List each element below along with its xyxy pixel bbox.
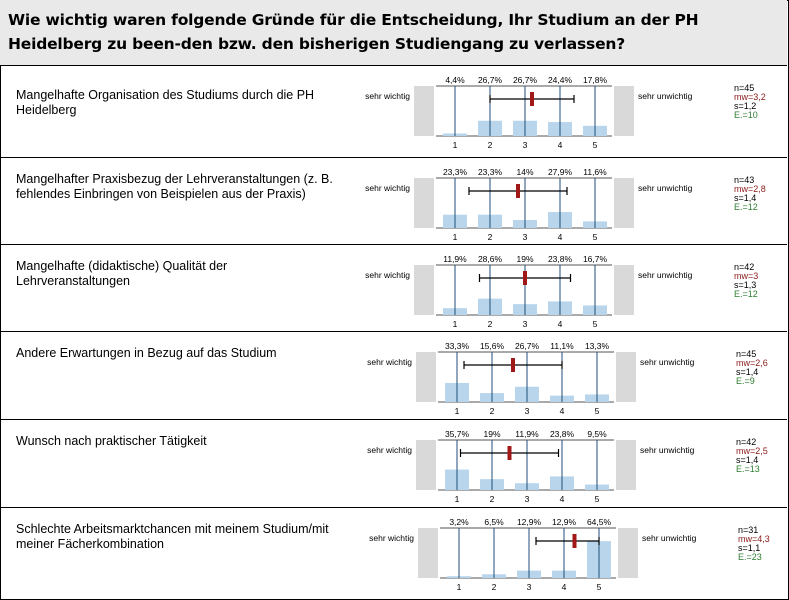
data-label: 64,5%: [586, 517, 612, 527]
data-label: 19%: [516, 254, 534, 264]
stats-block: [734, 176, 766, 212]
tick-label: 3: [524, 494, 530, 504]
question-label: Mangelhafte (didaktische) Qualität der Lehrveranstaltungen: [16, 259, 228, 288]
question-label: Schlechte Arbeitsmarktchancen mit meinem Studium/mit meiner Fächerkombination: [16, 522, 329, 551]
data-label: 23,3%: [442, 167, 468, 177]
question-row: [0, 158, 787, 245]
rating-chart: [0, 508, 787, 600]
scale-left-label: sehr wichtig: [365, 91, 410, 101]
stat-mw: mw=4,3: [738, 534, 770, 544]
data-label: 19%: [483, 429, 501, 439]
question-label: Mangelhafte Organisation des Studiums durch die PH Heidelberg: [16, 88, 315, 117]
stat-mw: mw=3: [734, 271, 759, 281]
scale-left-box: [418, 528, 438, 578]
stat-n: n=43: [734, 175, 755, 185]
tick-label: 1: [452, 319, 458, 329]
question-row: [0, 66, 787, 158]
tick-label: 5: [596, 582, 602, 592]
rating-chart: [0, 420, 787, 508]
scale-left-box: [414, 178, 434, 228]
data-label: 16,7%: [582, 254, 608, 264]
tick-label: 5: [592, 140, 598, 150]
stat-n: n=42: [736, 437, 757, 447]
tick-label: 1: [454, 494, 460, 504]
rating-chart: [0, 332, 787, 420]
tick-label: 2: [487, 319, 493, 329]
rating-chart: [0, 158, 787, 245]
data-label: 13,3%: [584, 341, 610, 351]
scale-right-box: [614, 178, 634, 228]
data-label: 28,6%: [477, 254, 503, 264]
tick-label: 4: [561, 582, 567, 592]
scale-left-box: [414, 86, 434, 136]
mean-marker: [573, 534, 577, 548]
tick-label: 3: [524, 406, 530, 416]
scale-right-box: [614, 86, 634, 136]
stat-n: n=45: [736, 349, 757, 359]
scale-left-label: sehr wichtig: [367, 445, 412, 455]
stats-block: [734, 263, 758, 299]
data-label: 35,7%: [444, 429, 470, 439]
data-label: 17,8%: [582, 75, 608, 85]
tick-label: 1: [452, 140, 458, 150]
stats-block: [738, 526, 770, 562]
question-label: Wunsch nach praktischer Tätigkeit: [16, 434, 207, 448]
data-label: 9,5%: [587, 429, 607, 439]
data-label: 11,1%: [550, 341, 574, 351]
rating-chart: [0, 245, 787, 332]
tick-label: 4: [557, 319, 563, 329]
tick-label: 5: [592, 319, 598, 329]
scale-right-box: [614, 265, 634, 315]
data-label: 14%: [516, 167, 534, 177]
tick-label: 1: [454, 406, 460, 416]
data-label: 26,7%: [477, 75, 503, 85]
scale-right-label: sehr unwichtig: [640, 445, 695, 455]
tick-label: 2: [489, 494, 495, 504]
data-label: 33,3%: [444, 341, 470, 351]
stat-mw: mw=2,5: [736, 446, 768, 456]
question-row: [0, 332, 787, 420]
scale-right-label: sehr unwichtig: [638, 270, 693, 280]
tick-label: 2: [487, 140, 493, 150]
header: [0, 0, 787, 66]
data-label: 12,9%: [516, 517, 542, 527]
data-label: 3,2%: [449, 517, 469, 527]
stat-s: s=1,4: [736, 367, 759, 377]
stat-n: n=42: [734, 262, 755, 272]
tick-label: 2: [489, 406, 495, 416]
tick-label: 4: [557, 232, 563, 242]
mean-marker: [530, 92, 534, 106]
stat-mw: mw=2,6: [736, 358, 768, 368]
mean-marker: [516, 184, 520, 198]
data-label: 24,4%: [547, 75, 573, 85]
data-label: 26,7%: [512, 75, 538, 85]
tick-label: 2: [487, 232, 493, 242]
data-label: 11,9%: [443, 254, 467, 264]
mean-marker: [523, 271, 527, 285]
stat-s: s=1,4: [734, 193, 757, 203]
question-row: [0, 245, 787, 332]
stat-e: E.=12: [734, 289, 758, 299]
scale-left-label: sehr wichtig: [365, 183, 410, 193]
data-label: 11,6%: [583, 167, 607, 177]
scale-left-box: [416, 440, 436, 490]
scale-left-label: sehr wichtig: [369, 533, 414, 543]
scale-left-box: [414, 265, 434, 315]
data-label: 26,7%: [514, 341, 540, 351]
tick-label: 5: [592, 232, 598, 242]
stat-mw: mw=2,8: [734, 184, 766, 194]
scale-right-box: [616, 352, 636, 402]
stat-s: s=1,4: [736, 455, 759, 465]
mean-marker: [511, 358, 515, 372]
stats-block: [736, 438, 768, 474]
stats-block: [734, 84, 766, 120]
stat-e: E.=10: [734, 110, 758, 120]
stat-mw: mw=3,2: [734, 92, 766, 102]
scale-left-label: sehr wichtig: [365, 270, 410, 280]
tick-label: 2: [491, 582, 497, 592]
stat-e: E.=13: [736, 464, 760, 474]
rating-chart: [0, 66, 787, 158]
scale-right-box: [618, 528, 638, 578]
tick-label: 5: [594, 406, 600, 416]
data-label: 23,3%: [477, 167, 503, 177]
scale-right-label: sehr unwichtig: [638, 91, 693, 101]
scale-right-label: sehr unwichtig: [638, 183, 693, 193]
scale-left-box: [416, 352, 436, 402]
stats-block: [736, 350, 768, 386]
data-label: 15,6%: [479, 341, 505, 351]
tick-label: 4: [559, 406, 565, 416]
stat-n: n=31: [738, 525, 759, 535]
tick-label: 1: [452, 232, 458, 242]
data-label: 11,9%: [515, 429, 539, 439]
stat-e: E.=12: [734, 202, 758, 212]
data-label: 6,5%: [484, 517, 504, 527]
mean-marker: [508, 446, 512, 460]
scale-right-label: sehr unwichtig: [642, 533, 697, 543]
tick-label: 3: [522, 140, 528, 150]
stat-s: s=1,1: [738, 543, 761, 553]
stat-e: E.=23: [738, 552, 762, 562]
scale-right-box: [616, 440, 636, 490]
data-label: 23,8%: [547, 254, 573, 264]
question-row: [0, 420, 787, 508]
tick-label: 5: [594, 494, 600, 504]
page-title: Wie wichtig waren folgende Gründe für die Entscheidung, Ihr Studium an der PH Heidelberg zu been-den bzw. den bisherigen Studiengang zu verlassen?: [8, 11, 699, 53]
data-label: 4,4%: [445, 75, 465, 85]
stat-s: s=1,2: [734, 101, 757, 111]
data-label: 27,9%: [547, 167, 573, 177]
question-row: [0, 508, 787, 600]
tick-label: 4: [557, 140, 563, 150]
question-label: Mangelhafter Praxisbezug der Lehrveranstaltungen (z. B. fehlendes Einbringen von Beispielen aus der Praxis): [16, 172, 333, 201]
scale-left-label: sehr wichtig: [367, 357, 412, 367]
tick-label: 3: [526, 582, 532, 592]
data-label: 23,8%: [549, 429, 575, 439]
stat-n: n=45: [734, 83, 755, 93]
tick-label: 1: [456, 582, 462, 592]
stat-e: E.=9: [736, 376, 755, 386]
data-label: 12,9%: [551, 517, 577, 527]
question-label: Andere Erwartungen in Bezug auf das Studium: [16, 346, 277, 360]
stat-s: s=1,3: [734, 280, 757, 290]
tick-label: 3: [522, 319, 528, 329]
tick-label: 3: [522, 232, 528, 242]
tick-label: 4: [559, 494, 565, 504]
scale-right-label: sehr unwichtig: [640, 357, 695, 367]
